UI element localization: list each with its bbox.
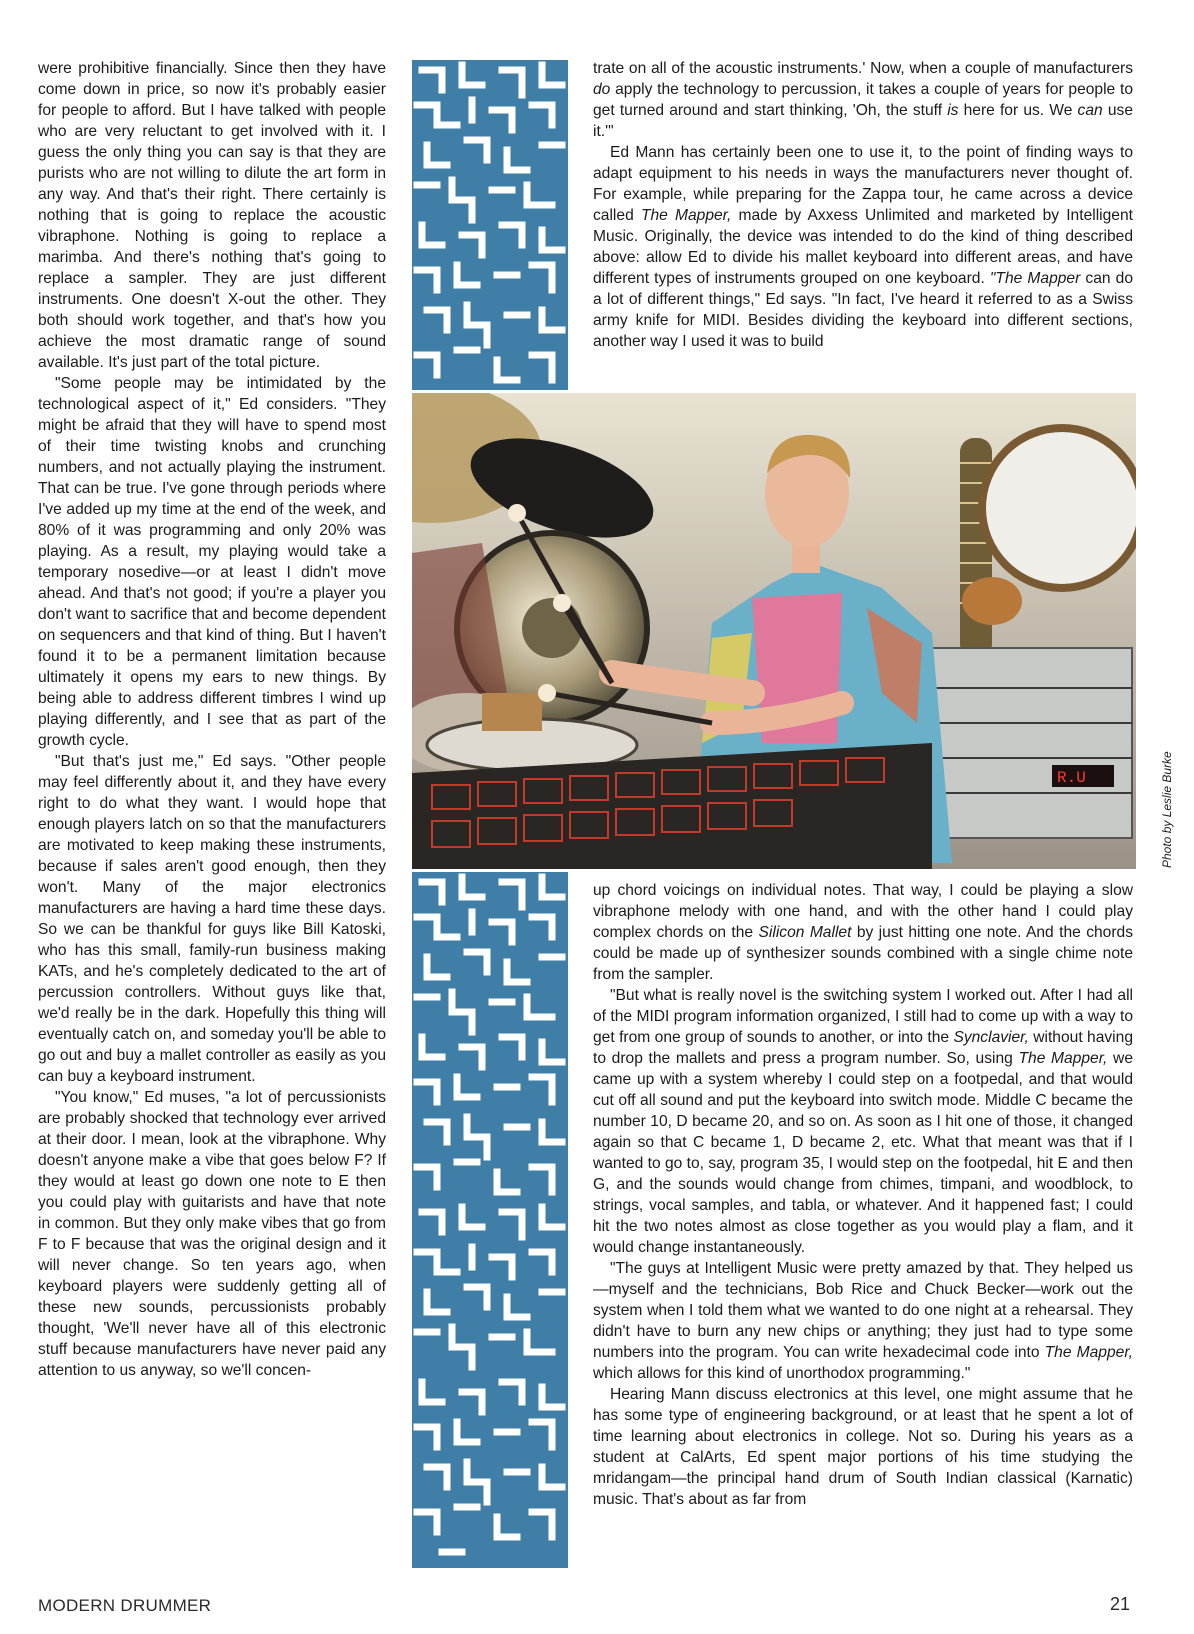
paragraph: Ed Mann has certainly been one to use it, to the point of finding ways to adapt equipment to his needs in ways the manufacturers never thought of. For example, while preparing for the Zappa tour, he came across a device called The Mapper, made by Axxess Unlimited and marketed by Intelligent Music. Originally, the device was intended to do the kind of thing described above: allow Ed to divide his mallet keyboard into different areas, and have different types of instruments grouped on one keyboard. "The Mapper can do a lot of different things," Ed says. "In fact, I've heard it referred to as a Swiss army knife for MIDI. Besides dividing the keyboard into different sections, another way I used it was to build [593, 144, 1133, 350]
maze-pattern-graphic [412, 60, 568, 390]
paragraph: "You know," Ed muses, "a lot of percussionists are probably shocked that technology ever arrived at their door. I mean, look at the vibraphone. Why doesn't anyone make a vibe that goes below F? If they would at least go down one note to E then you could play with guitarists and have that note in common. But they only make vibes that go from F to F because that was the original design and it will never change. So ten years ago, when keyboard players were suddenly getting all of these new sounds, percussionists probably thought, 'We'll never have all of this electronic stuff because manufacturers have never paid any attention to us anyway, so we'll concen- [38, 1089, 386, 1379]
maze-pattern-graphic [412, 872, 568, 1568]
photo-mallet-player [412, 393, 1136, 869]
paragraph: "But that's just me," Ed says. "Other people may feel differently about it, and they have every right to do what they want. I would hope that enough players latch on so that the manufacturers are motivated to keep making these instruments, because if sales aren't good enough, then they won't. Many of the major electronics manufacturers are having a hard time these days. So we can be thankful for guys like Bill Katoski, who has this small, family-run business making KATs, and he's completely dedicated to the art of percussion controllers. Without guys like that, we'd really be in the dark. Hopefully this thing will eventually catch on, and someday you'll be able to go out and buy a mallet controller as easily as you can buy a keyboard instrument. [38, 753, 386, 1085]
left-column [38, 58, 386, 1381]
decorative-pattern-bottom [412, 872, 568, 1568]
paragraph: "Some people may be intimidated by the technological aspect of it," Ed considers. "They might be afraid that they will have to spend most of their time twisting knobs and crunching numbers, and not actually playing the instrument. That can be true. I've gone through periods where I've added up my time at the end of the week, and 80% of it was programming and only 20% was playing. As a result, my playing would take a temporary nosedive—or at least I didn't move ahead. And that's not good; if you're a player you don't want to sacrifice that and become dependent on sequencers and that kind of thing. But I haven't found it to be a permanent limitation because ultimately it opens my ears to new things. By being able to address different timbres I wind up playing differently, and I see that as part of the growth cycle. [38, 375, 387, 749]
panel-readout: R.U [1057, 769, 1086, 787]
footer-page-number: 21 [1110, 1594, 1131, 1614]
footer-magazine-name: MODERN DRUMMER [38, 1596, 212, 1615]
photo-credit: Photo by Leslie Burke [1160, 751, 1174, 868]
right-column-top [593, 58, 1133, 352]
paragraph: trate on all of the acoustic instruments.' Now, when a couple of manufacturers do apply the technology to percussion, it takes a couple of years for people to get turned around and start thinking, 'Oh, the stuff is here for us. We can use it.'" [593, 60, 1133, 140]
paragraph: up chord voicings on individual notes. That way, I could be playing a slow vibraphone melody with one hand, and with the other hand I could play complex chords on the Silicon Mallet by just hitting one note. And the chords could be made up of synthesizer sounds combined with a single chime note from the sampler. [593, 882, 1133, 983]
paragraph: "But what is really novel is the switching system I worked out. After I had all of the MIDI program information organized, I still had to come up with a way to get from one group of sounds to another, or into the Synclavier, without having to drop the mallets and press a program number. So, using The Mapper, we came up with a system whereby I could step on a footpedal, and that would cut off all sound and put the keyboard into switch mode. Middle C became the number 10, D became 20, and so on. As soon as I hit one of those, it changed again so that C became 1, D became 2, etc. What that meant was that if I wanted to go to, say, program 35, I would step on the footpedal, hit E and then G, and the sounds would change from chimes, timpani, and woodblock, to strings, vocal samples, and tabla, or whatever. And it happened fast; I could hit the two notes almost as close together as you would play a flam, and it would change instantaneously. [593, 987, 1133, 1256]
photo-illustration [412, 393, 1136, 869]
paragraph: Hearing Mann discuss electronics at this level, one might assume that he has some type of engineering background, or at least that he spent a lot of time learning about electronics in college. Not so. During his years as a student at CalArts, Ed spent major portions of his time studying the mridangam—the principal hand drum of South Indian classical (Karnatic) music. That's about as far from [593, 1386, 1133, 1508]
right-column-bottom [593, 880, 1133, 1510]
paragraph: "The guys at Intelligent Music were pretty amazed by that. They helped us—myself and the technicians, Bob Rice and Chuck Becker—work out the system when I told them what we wanted to do one night at a rehearsal. They didn't have to burn any new chips or anything; they just had to type some numbers into the program. You can write hexadecimal code into The Mapper, which allows for this kind of unorthodox programming." [593, 1260, 1133, 1382]
decorative-pattern-top [412, 60, 568, 390]
paragraph: were prohibitive financially. Since then they have come down in price, so now it's probably easier for people to afford. But I have talked with people who are very reluctant to get involved with it. I guess the only thing you can say is that they are purists who are not willing to dilute the art form in any way. And that's their right. There certainly is nothing that is going to replace the acoustic vibraphone. Nothing is going to replace a marimba. And there's nothing that's going to replace a sampler. They are just different instruments. One doesn't X-out the other. They both should work together, and that's how you achieve the most dramatic range of sound available. It's just part of the total picture. [38, 60, 386, 371]
